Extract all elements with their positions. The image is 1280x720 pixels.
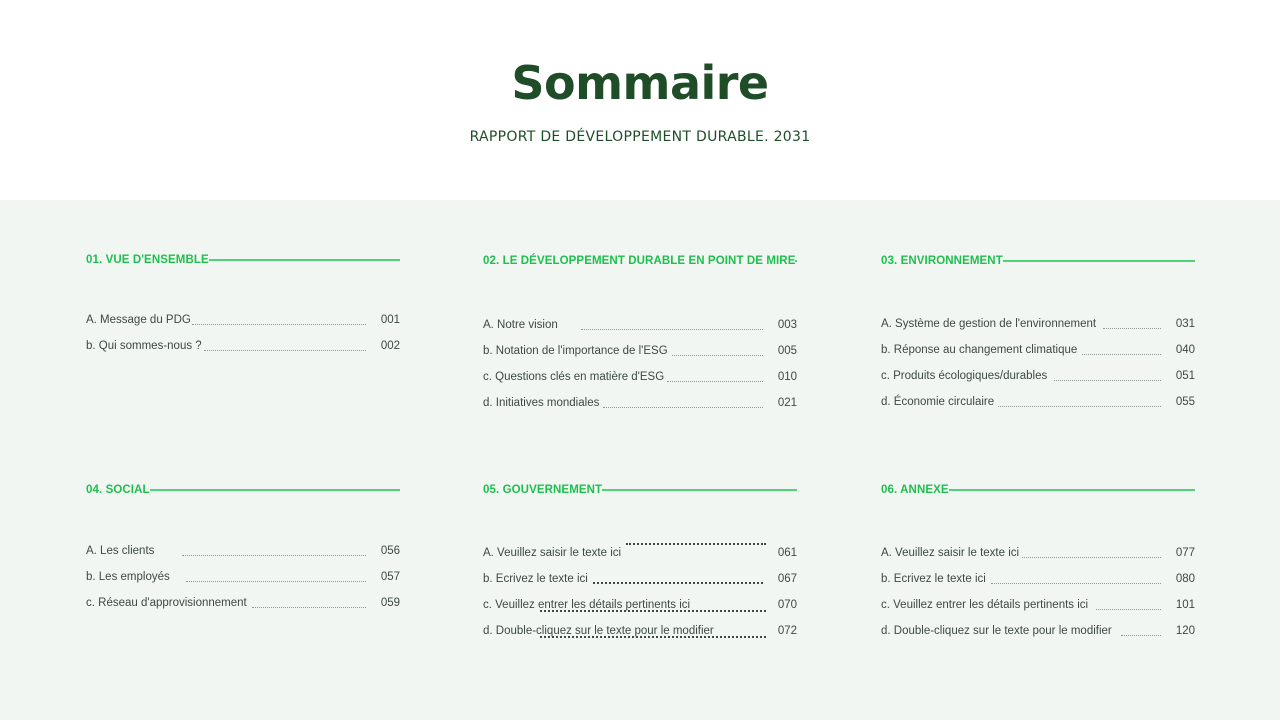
toc-item[interactable] bbox=[86, 340, 400, 354]
toc-item-label: A. Notre vision bbox=[483, 319, 558, 331]
section-rule bbox=[949, 489, 1195, 491]
toc-item-label: b. Ecrivez le texte ici bbox=[483, 573, 588, 585]
header bbox=[0, 0, 1280, 200]
section-sustainability-focus bbox=[483, 254, 797, 409]
toc-item-page: 055 bbox=[1175, 396, 1195, 408]
toc-item-page: 059 bbox=[380, 597, 400, 609]
leader-dots bbox=[252, 606, 366, 608]
toc-item[interactable] bbox=[881, 625, 1195, 639]
contents-panel bbox=[0, 200, 1280, 720]
section-header bbox=[483, 254, 797, 268]
toc-item-label: c. Questions clés en matière d'ESG bbox=[483, 371, 665, 383]
toc-item-label: b. Les employés bbox=[86, 571, 170, 583]
leader-dots bbox=[603, 406, 763, 408]
section-environment bbox=[881, 254, 1195, 408]
toc-item[interactable] bbox=[483, 319, 797, 333]
section-title: 02. LE DÉVELOPPEMENT DURABLE EN POINT DE MIRE bbox=[483, 255, 796, 267]
section-header bbox=[881, 483, 1195, 497]
toc-item[interactable] bbox=[86, 545, 400, 559]
leader-dots bbox=[192, 323, 366, 325]
toc-item-page: 021 bbox=[777, 397, 797, 409]
toc-item-label: c. Veuillez entrer les détails pertinents ici bbox=[483, 599, 691, 611]
section-social bbox=[86, 483, 400, 609]
toc-item-page: 067 bbox=[777, 573, 797, 585]
leader-dots bbox=[540, 610, 766, 612]
toc-item[interactable] bbox=[483, 345, 797, 359]
leader-dots bbox=[1022, 556, 1161, 558]
leader-dots bbox=[540, 636, 766, 638]
toc-item-page: 070 bbox=[777, 599, 797, 611]
toc-item[interactable] bbox=[483, 371, 797, 385]
leader-dots bbox=[991, 582, 1161, 584]
toc-item[interactable] bbox=[881, 344, 1195, 358]
leader-dots bbox=[1082, 353, 1161, 355]
toc-item-page: 057 bbox=[380, 571, 400, 583]
section-governance bbox=[483, 483, 797, 637]
leader-dots bbox=[672, 354, 763, 356]
toc-item-page: 051 bbox=[1175, 370, 1195, 382]
toc-item-page: 031 bbox=[1175, 318, 1195, 330]
section-rule bbox=[602, 489, 797, 491]
toc-item-label: b. Qui sommes-nous ? bbox=[86, 340, 202, 352]
toc-item-page: 040 bbox=[1175, 344, 1195, 356]
toc-item[interactable] bbox=[86, 597, 400, 611]
section-rule bbox=[1003, 260, 1195, 262]
toc-item-label: d. Économie circulaire bbox=[881, 396, 995, 408]
toc-item[interactable] bbox=[483, 547, 797, 561]
leader-dots bbox=[581, 328, 763, 330]
toc-item-label: d. Double-cliquez sur le texte pour le modifier bbox=[483, 625, 714, 637]
leader-dots bbox=[1103, 327, 1161, 329]
page-title: Sommaire bbox=[511, 56, 769, 110]
toc-item-page: 077 bbox=[1175, 547, 1195, 559]
section-title: 04. SOCIAL bbox=[86, 484, 150, 496]
section-title: 01. VUE D'ENSEMBLE bbox=[86, 254, 209, 266]
toc-item-label: A. Message du PDG bbox=[86, 314, 191, 326]
toc-item[interactable] bbox=[881, 547, 1195, 561]
leader-dots bbox=[204, 349, 366, 351]
toc-item-label: c. Produits écologiques/durables bbox=[881, 370, 1048, 382]
leader-dots bbox=[593, 582, 763, 584]
toc-item[interactable] bbox=[881, 573, 1195, 587]
section-title: 03. ENVIRONNEMENT bbox=[881, 255, 1003, 267]
section-rule bbox=[209, 259, 400, 261]
leader-dots bbox=[1054, 379, 1161, 381]
section-title: 05. GOUVERNEMENT bbox=[483, 484, 603, 496]
toc-item-label: c. Réseau d'approvisionnement bbox=[86, 597, 247, 609]
section-title: 06. ANNEXE bbox=[881, 484, 949, 496]
toc-item-page: 010 bbox=[777, 371, 797, 383]
section-rule bbox=[150, 489, 400, 491]
section-header bbox=[483, 483, 797, 497]
toc-item-label: d. Initiatives mondiales bbox=[483, 397, 600, 409]
section-header bbox=[881, 254, 1195, 268]
section-header bbox=[86, 253, 400, 267]
toc-item-label: c. Veuillez entrer les détails pertinents ici bbox=[881, 599, 1089, 611]
leader-dots bbox=[1096, 608, 1161, 610]
toc-item[interactable] bbox=[881, 370, 1195, 384]
toc-item-page: 061 bbox=[777, 547, 797, 559]
toc-item-label: b. Ecrivez le texte ici bbox=[881, 573, 986, 585]
toc-item-label: A. Les clients bbox=[86, 545, 155, 557]
toc-item-label: b. Notation de l'importance de l'ESG bbox=[483, 345, 668, 357]
toc-item-page: 003 bbox=[777, 319, 797, 331]
toc-item-label: b. Réponse au changement climatique bbox=[881, 344, 1078, 356]
toc-item-label: d. Double-cliquez sur le texte pour le modifier bbox=[881, 625, 1112, 637]
toc-item[interactable] bbox=[881, 396, 1195, 410]
leader-dots bbox=[186, 580, 366, 582]
toc-item-page: 072 bbox=[777, 625, 797, 637]
toc-item-page: 001 bbox=[380, 314, 400, 326]
leader-dots bbox=[667, 380, 763, 382]
toc-item-page: 101 bbox=[1175, 599, 1195, 611]
leader-dots bbox=[626, 543, 766, 545]
toc-item-page: 080 bbox=[1175, 573, 1195, 585]
leader-dots bbox=[998, 405, 1161, 407]
page-subtitle: RAPPORT DE DÉVELOPPEMENT DURABLE. 2031 bbox=[469, 129, 811, 145]
section-rule bbox=[795, 260, 797, 262]
toc-item[interactable] bbox=[881, 599, 1195, 613]
leader-dots bbox=[182, 554, 366, 556]
section-header bbox=[86, 483, 400, 497]
section-appendix bbox=[881, 483, 1195, 637]
toc-item[interactable] bbox=[483, 397, 797, 411]
toc-item[interactable] bbox=[881, 318, 1195, 332]
toc-item-page: 005 bbox=[777, 345, 797, 357]
leader-dots bbox=[1121, 634, 1161, 636]
toc-item-label: A. Système de gestion de l'environnement bbox=[881, 318, 1097, 330]
section-overview bbox=[86, 253, 400, 352]
toc-item[interactable] bbox=[483, 573, 797, 587]
toc-item-page: 056 bbox=[380, 545, 400, 557]
toc-item-page: 120 bbox=[1175, 625, 1195, 637]
toc-item-label: A. Veuillez saisir le texte ici bbox=[483, 547, 622, 559]
toc-item-page: 002 bbox=[380, 340, 400, 352]
toc-item[interactable] bbox=[86, 314, 400, 328]
toc-item-label: A. Veuillez saisir le texte ici bbox=[881, 547, 1020, 559]
toc-item[interactable] bbox=[86, 571, 400, 585]
